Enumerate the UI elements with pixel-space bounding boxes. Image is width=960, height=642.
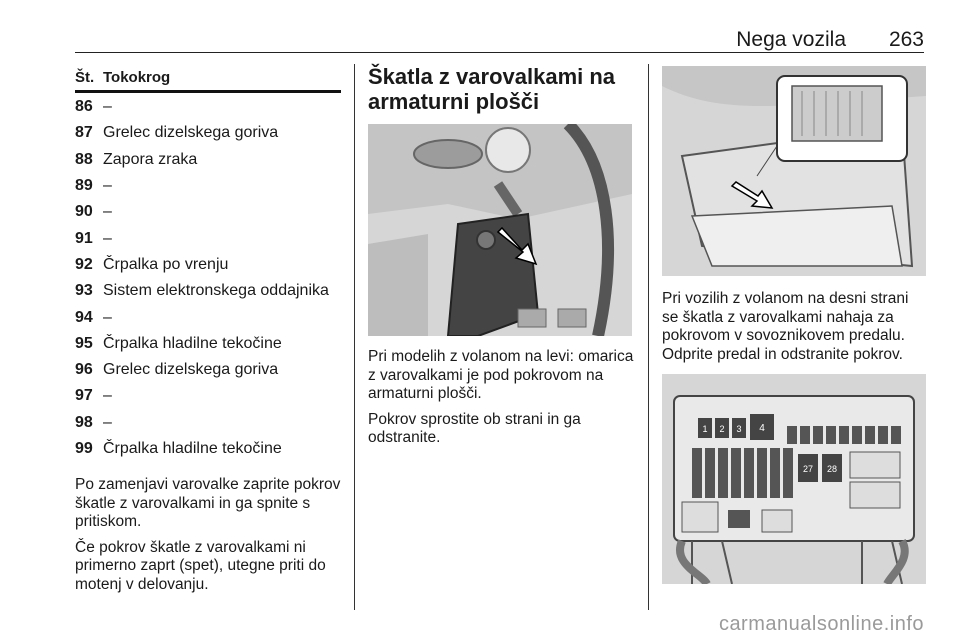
- table-row: [75, 120, 341, 146]
- column-divider: [354, 64, 355, 610]
- glovebox-fusebox-text: [662, 290, 926, 364]
- table-row: [75, 436, 341, 462]
- rhd-glovebox-drawing: [662, 66, 926, 276]
- fuse-number: 88: [75, 150, 93, 168]
- chapter-title: Nega vozila: [736, 28, 846, 51]
- dashboard-fusebox-illustration: [368, 124, 632, 336]
- circuit-name: –: [103, 308, 112, 326]
- table-row: [75, 199, 341, 225]
- fuse-number: 86: [75, 98, 93, 116]
- glovebox-fusebox-illustration: [662, 66, 926, 276]
- circuit-name: Zapora zraka: [103, 150, 198, 168]
- col-header-number: Št.: [75, 68, 95, 86]
- dashboard-fusebox-column: [368, 64, 634, 114]
- fuse-label: 3: [736, 424, 742, 434]
- table-body: [75, 94, 341, 462]
- fuse-number: 94: [75, 308, 93, 326]
- table-row: [75, 304, 341, 330]
- fuse-label: 1: [702, 424, 708, 434]
- fuse-number: 95: [75, 334, 93, 352]
- fuse-number: 97: [75, 387, 93, 405]
- table-row: [75, 173, 341, 199]
- circuit-name: Sistem elektronskega oddajnika: [103, 282, 329, 300]
- fuse-number: 93: [75, 282, 93, 300]
- paragraph-lhd-location: Pri modelih z volanom na levi: omarica z varovalkami je pod pokrovom na armaturni plošči.: [368, 348, 634, 402]
- circuit-name: –: [103, 413, 112, 431]
- circuit-name: –: [103, 203, 112, 221]
- fuse-table-column: [75, 64, 341, 594]
- fuse-number: 99: [75, 440, 93, 457]
- header-rule: [75, 52, 924, 53]
- table-header: [75, 64, 341, 93]
- table-row: [75, 225, 341, 251]
- fusebox-layout-diagram: [662, 374, 926, 584]
- paragraph-close-cover: Po zamenjavi varovalke zaprite pokrov škatle z varovalkami in ga spnite s pritiskom.: [75, 476, 341, 531]
- circuit-name: Grelec dizelskega goriva: [103, 361, 279, 379]
- circuit-name: –: [103, 229, 112, 247]
- page-number: 263: [888, 28, 924, 51]
- paragraph-rhd-location: Pri vozilih z volanom na desni strani se škatla z varovalkami nahaja za pokrovom v sovoznikovem predalu. Odprite predal in odstranite pokrov.: [662, 290, 909, 363]
- section-title: Škatla z varovalkami na armaturni plošči: [368, 64, 616, 114]
- table-row: [75, 331, 341, 357]
- paragraph-malfunction-warning: Če pokrov škatle z varovalkami ni primerno zaprt (spet), utegne priti do motenj v delovanju.: [75, 538, 326, 593]
- fuse-label: 27: [802, 464, 814, 474]
- circuit-name: Grelec dizelskega goriva: [103, 124, 279, 142]
- col-header-circuit: Tokokrog: [103, 68, 171, 86]
- column-divider: [648, 64, 649, 610]
- table-row: [75, 383, 341, 409]
- circuit-name: Črpalka hladilne tekočine: [103, 440, 282, 457]
- fuse-number: 87: [75, 124, 93, 142]
- fuse-number: 96: [75, 361, 93, 379]
- paragraph-remove-cover: Pokrov sprostite ob strani in ga odstranite.: [368, 410, 581, 446]
- fuse-number: 91: [75, 229, 93, 247]
- fuse-label: 4: [759, 423, 765, 434]
- table-row: [75, 410, 341, 436]
- dashboard-fusebox-text: [368, 348, 634, 448]
- fuse-number: 92: [75, 255, 93, 273]
- page-header: [75, 28, 924, 52]
- circuit-name: –: [103, 387, 112, 405]
- table-row: [75, 147, 341, 173]
- table-row: [75, 252, 341, 278]
- fuse-label: 2: [719, 424, 725, 434]
- circuit-name: Črpalka po vrenju: [103, 255, 229, 273]
- fuse-layout-drawing: [662, 374, 926, 584]
- circuit-name: –: [103, 98, 112, 116]
- fuse-label: 28: [826, 464, 838, 474]
- fuse-number: 90: [75, 203, 93, 221]
- table-row: [75, 278, 341, 304]
- fuse-number: 98: [75, 413, 93, 431]
- circuit-name: Črpalka hladilne tekočine: [103, 334, 282, 352]
- circuit-name: –: [103, 177, 112, 195]
- lhd-cover-drawing: [368, 124, 632, 336]
- watermark: carmanualsonline.info: [718, 613, 924, 635]
- fuse-number: 89: [75, 177, 93, 195]
- table-row: [75, 357, 341, 383]
- table-row: [75, 94, 341, 120]
